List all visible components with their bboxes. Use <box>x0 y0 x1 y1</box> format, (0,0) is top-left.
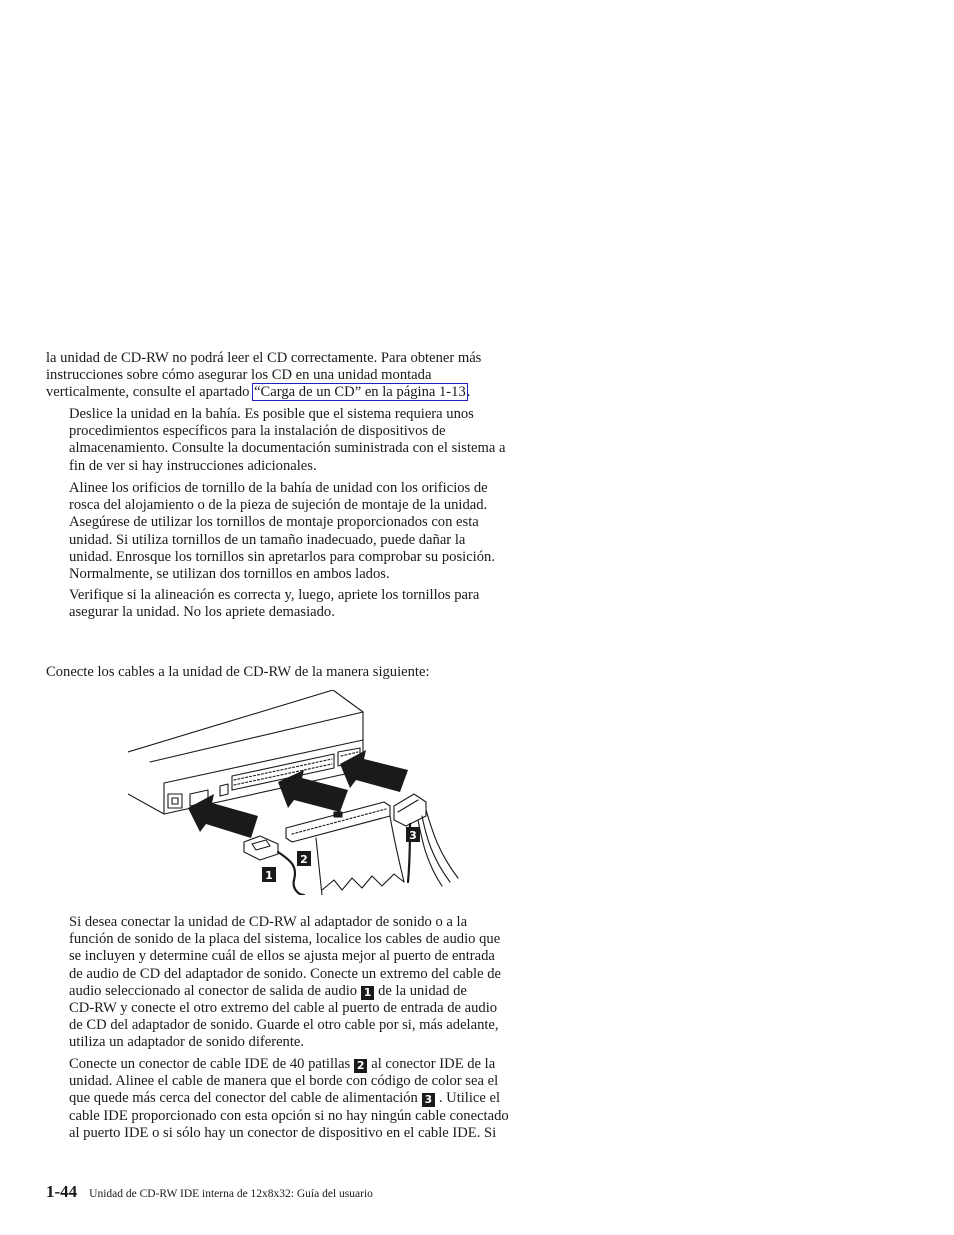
callout-1-label: 1 <box>265 869 273 882</box>
text-line: fin de ver si hay instrucciones adicionales. <box>69 457 317 474</box>
text-fragment: que quede más cerca del conector del cable de alimentación <box>69 1090 418 1107</box>
text-line: de audio de CD del adaptador de sonido. Conecte un extremo del cable de <box>69 965 501 982</box>
page-number: 1-44 <box>46 1182 78 1201</box>
footer-title: Unidad de CD-RW IDE interna de 12x8x32: Guía del usuario <box>89 1188 373 1200</box>
text-line: Deslice la unidad en la bahía. Es posible que el sistema requiera unos <box>69 406 474 422</box>
text-line: procedimientos específicos para la instalación de dispositivos de <box>69 423 446 440</box>
step-audio-cable <box>69 914 549 1052</box>
text-line: cable IDE proporcionado con esta opción si no hay ningún cable conectado <box>69 1107 509 1124</box>
text-line: Asegúrese de utilizar los tornillos de montaje proporcionados con esta <box>69 514 479 531</box>
text-line: al puerto IDE o si sólo hay un conector de dispositivo en el cable IDE. Si <box>69 1124 497 1141</box>
text-line: utiliza un adaptador de sonido diferente. <box>69 1034 305 1051</box>
text-line: unidad. Si utiliza tornillos de un tamaño inadecuado, puede dañar la <box>69 531 466 548</box>
cross-reference-link[interactable]: “Carga de un CD” en la página 1-13 <box>254 384 466 401</box>
cd-rw-connection-illustration <box>128 690 473 895</box>
text-fragment: al conector IDE de la <box>371 1056 496 1072</box>
text-line <box>46 384 546 401</box>
text-fragment: verticalmente, consulte el apartado <box>46 384 254 401</box>
text-line: Verifique si la alineación es correcta y, luego, apriete los tornillos para <box>69 587 480 603</box>
text-line: se incluyen y determine cuál de ellos se ajusta mejor al puerto de entrada <box>69 948 495 965</box>
text-line <box>69 1090 549 1107</box>
arrow-ide-icon <box>278 770 348 812</box>
text-line <box>69 983 549 1000</box>
text-line: asegurar la unidad. No los apriete demasiado. <box>69 604 335 621</box>
ide-ribbon-cable <box>316 838 322 895</box>
drive-top-edge <box>128 690 363 752</box>
text-fragment: . <box>466 384 471 401</box>
text-line: Normalmente, se utilizan dos tornillos en ambos lados. <box>69 566 390 583</box>
audio-connector-icon <box>168 794 182 808</box>
text-line: almacenamiento. Consulte la documentación suministrada con el sistema a <box>69 440 506 457</box>
text-line <box>69 1056 549 1073</box>
power-cable-plug-icon <box>394 794 426 826</box>
text-line: Alinee los orificios de tornillo de la bahía de unidad con los orificios de <box>69 480 488 496</box>
drive-side-bottom <box>128 794 164 814</box>
text-fragment: de la unidad de <box>378 982 467 999</box>
text-line: función de sonido de la placa del sistema, localice los cables de audio que <box>69 931 501 948</box>
text-line: CD-RW y conecte el otro extremo del cable al puerto de entrada de audio <box>69 1000 498 1017</box>
drive-rear-panel <box>164 712 363 783</box>
arrow-power-icon <box>340 750 408 792</box>
callout-badge: 2 <box>354 1059 367 1073</box>
step-ide-cable <box>69 1056 549 1142</box>
callout-badge: 1 <box>361 986 374 1000</box>
step-align-screws <box>69 480 549 583</box>
text-line: de CD del adaptador de sonido. Guarde el otro cable por si, más adelante, <box>69 1017 499 1034</box>
text-fragment: Conecte un conector de cable IDE de 40 patillas <box>69 1056 351 1072</box>
page-footer <box>46 1182 373 1202</box>
callout-3-label: 3 <box>409 829 417 842</box>
text-line: instrucciones sobre cómo asegurar los CD en una unidad montada <box>46 367 432 384</box>
step-verify-alignment <box>69 587 549 621</box>
paragraph-intro <box>46 350 546 402</box>
callout-2-label: 2 <box>300 853 308 866</box>
text-line: unidad. Alinee el cable de manera que el borde con código de color sea el <box>69 1073 499 1090</box>
text-fragment: audio seleccionado al conector de salida de audio <box>69 982 358 999</box>
text-line: unidad. Enrosque los tornillos sin apretarlos para comprobar su posición. <box>69 548 495 565</box>
text-line: rosca del alojamiento o de la pieza de sujeción de montaje de la unidad. <box>69 497 488 514</box>
text-fragment: . Utilice el <box>438 1090 501 1107</box>
text-line: la unidad de CD-RW no podrá leer el CD correctamente. Para obtener más <box>46 350 482 366</box>
connect-cables-lead: Conecte los cables a la unidad de CD-RW de la manera siguiente: <box>46 664 430 680</box>
step-slide-drive <box>69 406 549 475</box>
text-line: Si desea conectar la unidad de CD-RW al adaptador de sonido o a la <box>69 914 468 930</box>
callout-badge: 3 <box>422 1093 435 1107</box>
